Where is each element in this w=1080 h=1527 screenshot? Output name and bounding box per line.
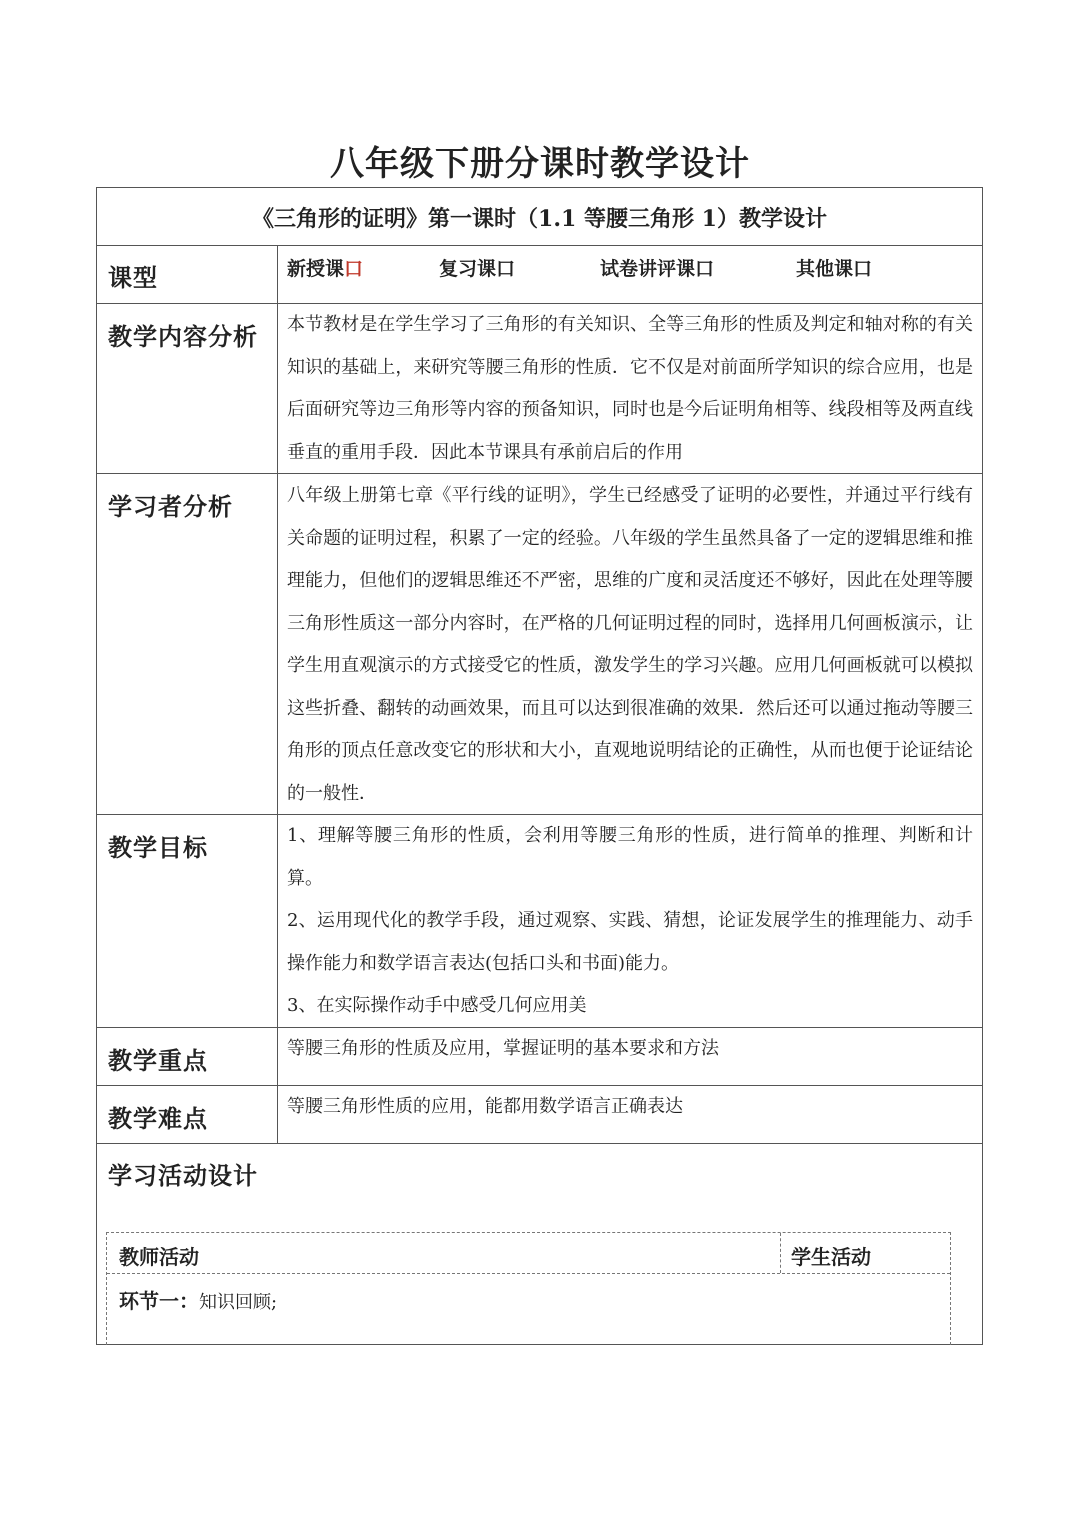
document-title: 八年级下册分课时教学设计 bbox=[330, 144, 750, 184]
checkbox-other-lesson[interactable]: 口 bbox=[853, 258, 873, 280]
activity-design-label: 学习活动设计 bbox=[108, 1161, 258, 1190]
teaching-goals-label: 教学目标 bbox=[108, 833, 208, 862]
lesson-design-table bbox=[96, 187, 983, 1345]
row-divider bbox=[97, 1143, 982, 1144]
phase-one-label: 环节一： bbox=[119, 1289, 199, 1313]
checkbox-review-lesson[interactable]: 口 bbox=[496, 258, 516, 280]
difficulties-text: 等腰三角形性质的应用，能都用数学语言正确表达 bbox=[287, 1096, 683, 1117]
option-exam-review-lesson[interactable]: 试卷讲评课口 bbox=[600, 258, 715, 280]
option-review-lesson[interactable]: 复习课口 bbox=[439, 258, 516, 280]
phase-one bbox=[119, 1285, 277, 1314]
key-points-text: 等腰三角形的性质及应用，掌握证明的基本要求和方法 bbox=[287, 1038, 719, 1059]
checkbox-exam-review-lesson[interactable]: 口 bbox=[695, 258, 715, 280]
learner-analysis-label: 学习者分析 bbox=[108, 492, 233, 521]
activity-column-divider bbox=[780, 1233, 781, 1273]
key-points-label: 教学重点 bbox=[108, 1046, 208, 1075]
content-analysis-text: 本节教材是在学生学习了三角形的有关知识、全等三角形的性质及判定和轴对称的有关知识的基础上，来研究等腰三角形的性质．它不仅是对前面所学知识的综合应用，也是后面研究等边三角形等内容的预备知识，同时也是今后证明角相等、线段相等及两直线垂直的重用手段．因此本节课具有承前启后的作用 bbox=[287, 314, 973, 463]
row-divider bbox=[97, 245, 982, 246]
content-analysis-label: 教学内容分析 bbox=[108, 322, 258, 351]
teacher-activity-header: 教师活动 bbox=[119, 1245, 199, 1269]
goal-item: 3、在实际操作动手中感受几何应用美 bbox=[287, 995, 587, 1016]
student-activity-header: 学生活动 bbox=[791, 1245, 871, 1269]
lesson-subtitle: 《三角形的证明》第一课时（1.1 等腰三角形 1）教学设计 bbox=[252, 206, 827, 232]
goal-item: 1、理解等腰三角形的性质，会利用等腰三角形的性质，进行简单的推理、判断和计算。 bbox=[287, 825, 973, 889]
lesson-type-label: 课型 bbox=[108, 263, 158, 292]
option-new-lesson[interactable]: 新授课口 bbox=[287, 258, 364, 280]
difficulties-label: 教学难点 bbox=[108, 1104, 208, 1133]
goal-item: 2、运用现代化的教学手段，通过观察、实践、猜想，论证发展学生的推理能力、动手操作能力和数学语言表达(包括口头和书面)能力。 bbox=[287, 910, 973, 974]
activity-row-divider bbox=[107, 1273, 950, 1274]
teaching-goals-list bbox=[287, 815, 973, 1028]
phase-one-text: 知识回顾; bbox=[199, 1292, 278, 1313]
learner-analysis-text: 八年级上册第七章《平行线的证明》，学生已经感受了证明的必要性，并通过平行线有关命题的证明过程，积累了一定的经验。八年级的学生虽然具备了一定的逻辑思维和推理能力，但他们的逻辑思维还不严密，思维的广度和灵活度还不够好，因此在处理等腰三角形性质这一部分内容时，在严格的几何证明过程的同时，选择用几何画板演示，让学生用直观演示的方式接受它的性质，激发学生的学习兴趣。应用几何画板就可以模拟这些折叠、翻转的动画效果，而且可以达到很准确的效果．然后还可以通过拖动等腰三角形的顶点任意改变它的形状和大小，直观地说明结论的正确性，从而也便于论证结论的一般性． bbox=[287, 485, 973, 804]
option-other-lesson[interactable]: 其他课口 bbox=[796, 258, 873, 280]
activity-table bbox=[106, 1232, 951, 1345]
column-divider bbox=[277, 245, 278, 1143]
checkbox-new-lesson[interactable]: 口 bbox=[344, 258, 364, 280]
